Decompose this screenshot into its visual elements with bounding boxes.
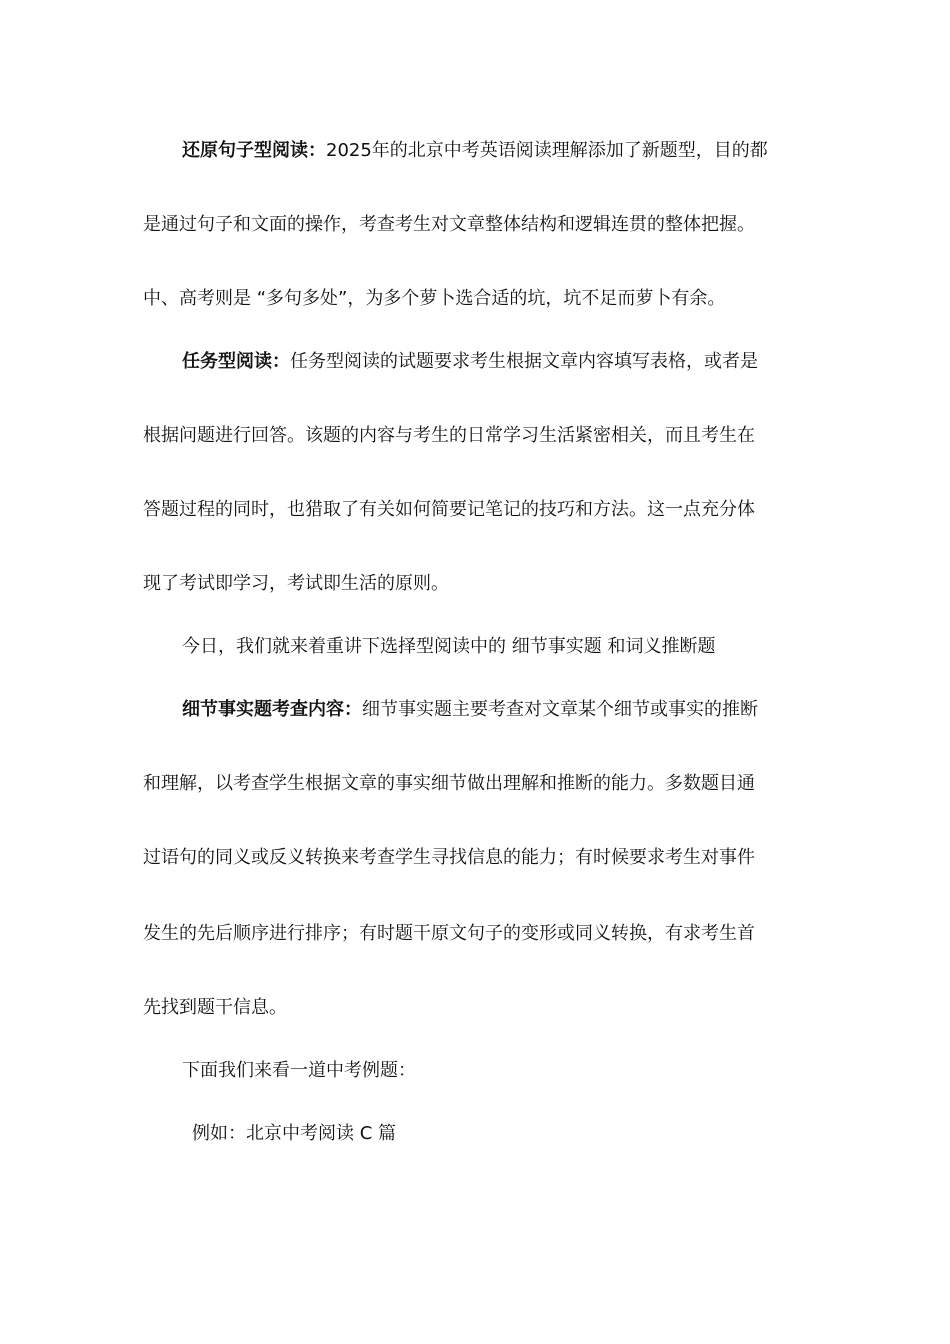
paragraph-1-line-2: 是通过句子和文面的操作，考查考生对文章整体结构和逻辑连贯的整体把握。 bbox=[143, 214, 755, 235]
paragraph-2-line-2: 根据问题进行回答。该题的内容与考生的日常学习生活紧密相关，而且考生在 bbox=[143, 425, 755, 446]
paragraph-4-line-2: 和理解，以考查学生根据文章的事实细节做出理解和推断的能力。多数题目通 bbox=[143, 773, 755, 794]
paragraph-text: 任务型阅读的试题要求考生根据文章内容填写表格，或者是 bbox=[290, 351, 758, 372]
paragraph-text: 细节事实题主要考查对文章某个细节或事实的推断 bbox=[362, 699, 758, 720]
paragraph-2-line-3: 答题过程的同时，也猎取了有关如何简要记笔记的技巧和方法。这一点充分体 bbox=[143, 499, 755, 520]
paragraph-4-line-4: 发生的先后顺序进行排序；有时题干原文句子的变形或同义转换，有求考生首 bbox=[143, 923, 755, 944]
paragraph-5-line-1: 下面我们来看一道中考例题： bbox=[182, 1060, 416, 1081]
paragraph-2-line-1 bbox=[182, 350, 758, 374]
section-label: 任务型阅读： bbox=[182, 351, 290, 372]
paragraph-1-line-3: 中、高考则是 “多句多处”，为多个萝卜选合适的坑，坑不足而萝卜有余。 bbox=[143, 288, 726, 309]
paragraph-2-line-4: 现了考试即学习，考试即生活的原则。 bbox=[143, 573, 449, 594]
paragraph-6-line-1: 例如：北京中考阅读 C 篇 bbox=[192, 1123, 397, 1144]
paragraph-4-line-1 bbox=[182, 698, 758, 722]
paragraph-4-line-5: 先找到题干信息。 bbox=[143, 997, 287, 1018]
section-label: 还原句子型阅读： bbox=[182, 140, 326, 161]
paragraph-4-line-3: 过语句的同义或反义转换来考查学生寻找信息的能力；有时候要求考生对事件 bbox=[143, 847, 755, 868]
section-label: 细节事实题考查内容： bbox=[182, 699, 362, 720]
paragraph-text: 2025年的北京中考英语阅读理解添加了新题型，目的都 bbox=[326, 140, 768, 161]
paragraph-3-line-1: 今日，我们就来着重讲下选择型阅读中的 细节事实题 和词义推断题 bbox=[182, 636, 716, 657]
paragraph-1-line-1 bbox=[182, 139, 768, 163]
